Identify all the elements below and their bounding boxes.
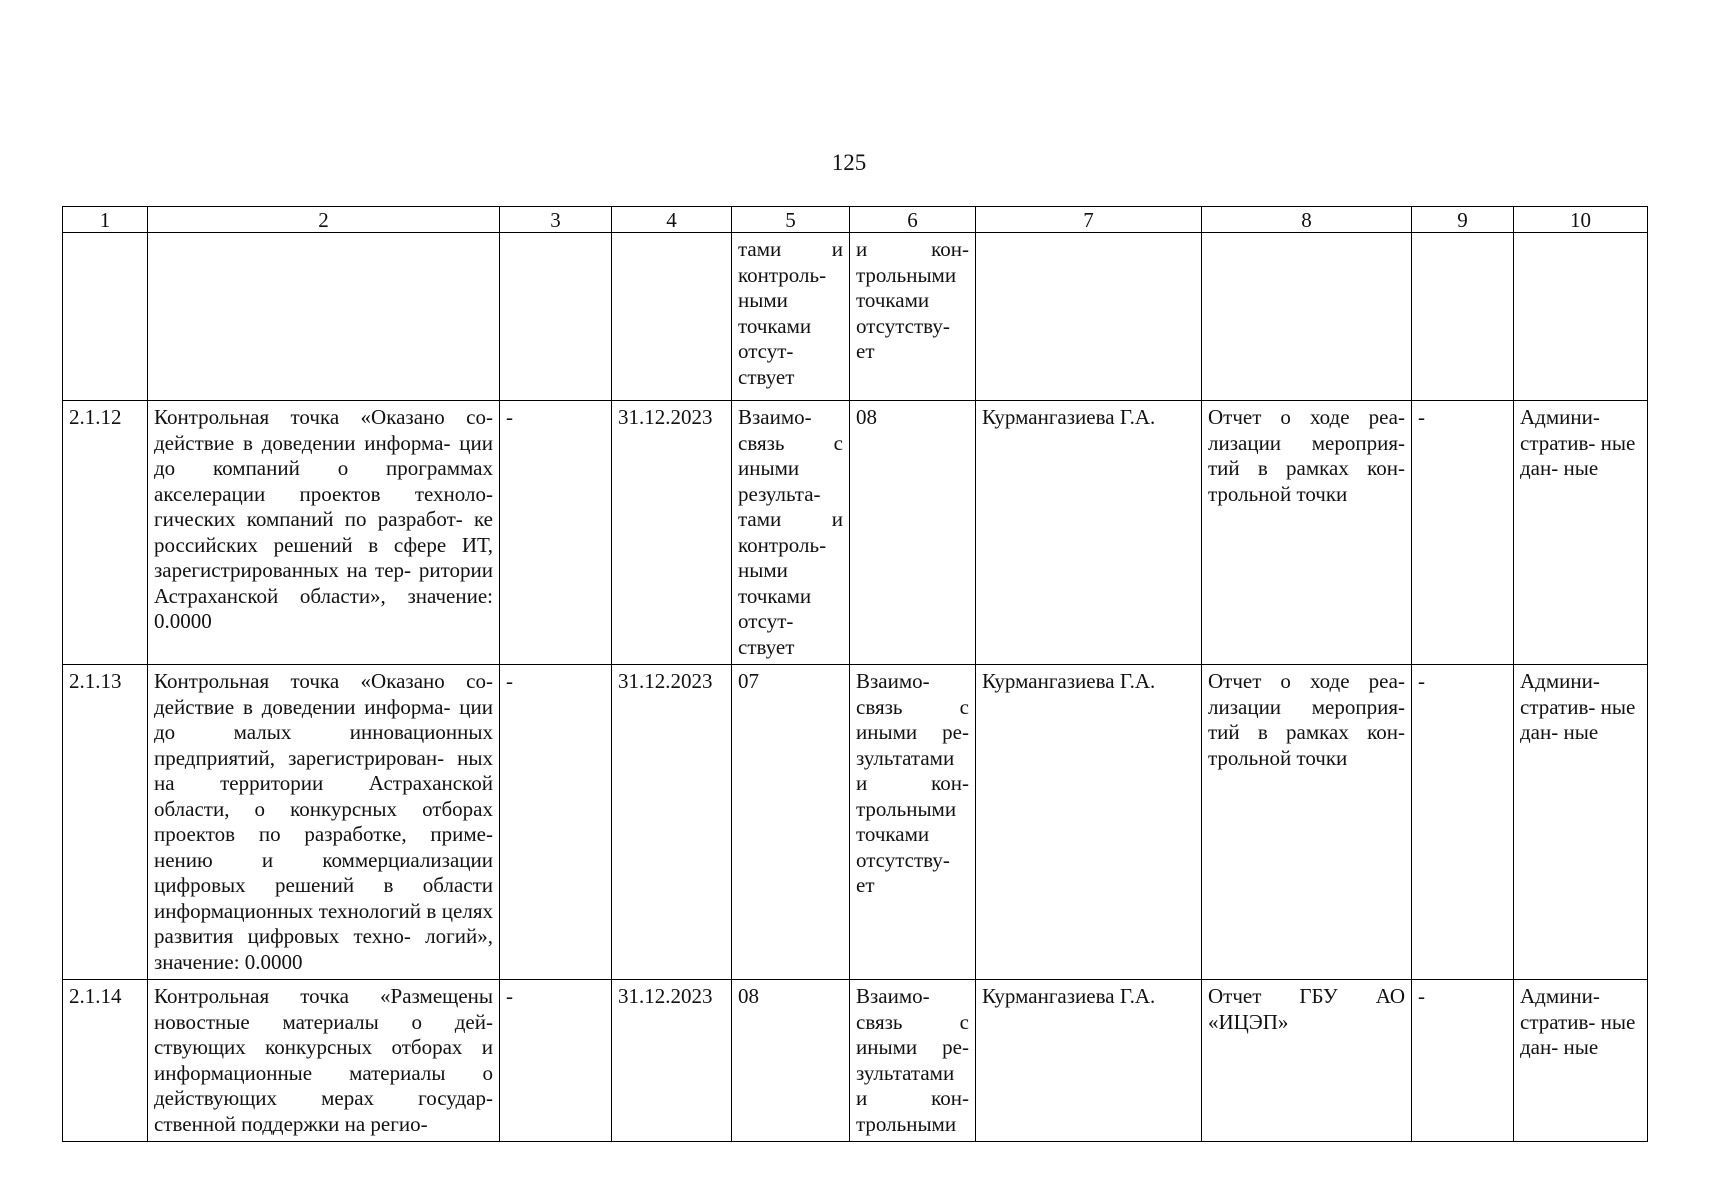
header-row (63, 207, 1648, 233)
cell-col3: - (500, 665, 612, 980)
column-header: 1 (63, 207, 148, 233)
cell-col6: Взаимо- связь с иными ре- зультатами и кон- трольными (850, 980, 976, 1142)
column-header: 8 (1202, 207, 1412, 233)
cell-document: Отчет ГБУ АО «ИЦЭП» (1202, 980, 1412, 1142)
cell-col9: - (1412, 401, 1514, 665)
cell-number: 2.1.12 (63, 401, 148, 665)
cell-date: 31.12.2023 (612, 401, 732, 665)
cell-responsible: Курмангазиева Г.А. (976, 665, 1202, 980)
cell-source (1514, 233, 1648, 401)
column-header: 7 (976, 207, 1202, 233)
column-header: 6 (850, 207, 976, 233)
cell-col5: 08 (732, 980, 850, 1142)
cell-col3: - (500, 980, 612, 1142)
column-header: 5 (732, 207, 850, 233)
cell-col9: - (1412, 980, 1514, 1142)
cell-col9 (1412, 233, 1514, 401)
cell-source: Админи- стратив- ные дан- ные (1514, 980, 1648, 1142)
column-header: 2 (148, 207, 500, 233)
cell-col5: 07 (732, 665, 850, 980)
table-row (63, 980, 1648, 1142)
column-header: 9 (1412, 207, 1514, 233)
cell-document (1202, 233, 1412, 401)
cell-col5: тами и контроль- ными точками отсут- ствует (732, 233, 850, 401)
cell-name: Контрольная точка «Оказано со- действие в доведении информа- ции до компаний о программах акселерации проектов техноло- гических компаний по разработ- ке российских решений в сфере ИТ, зарегистрированных на тер- ритории Астраханской области», значение: 0.0000 (148, 401, 500, 665)
cell-col6: 08 (850, 401, 976, 665)
column-header: 10 (1514, 207, 1648, 233)
data-table (62, 206, 1648, 1142)
cell-name (148, 233, 500, 401)
cell-col3 (500, 233, 612, 401)
cell-responsible: Курмангазиева Г.А. (976, 401, 1202, 665)
table-row (63, 401, 1648, 665)
cell-number: 2.1.14 (63, 980, 148, 1142)
cell-date: 31.12.2023 (612, 665, 732, 980)
cell-document: Отчет о ходе реа- лизации мероприя- тий в рамках кон- трольной точки (1202, 665, 1412, 980)
page-number: 125 (831, 150, 867, 175)
cell-responsible (976, 233, 1202, 401)
table-row (63, 665, 1648, 980)
cell-name: Контрольная точка «Оказано со- действие в доведении информа- ции до малых инновационных предприятий, зарегистрирован- ных на территории Астраханской области, о конкурсных отборах проектов по разработке, приме- нению и коммерциализации цифровых решений в области информационных технологий в целях развития цифровых техно- логий», значение: 0.0000 (148, 665, 500, 980)
column-header: 3 (500, 207, 612, 233)
cell-date (612, 233, 732, 401)
cell-col3: - (500, 401, 612, 665)
cell-name: Контрольная точка «Размещены новостные материалы о дей- ствующих конкурсных отборах и информационные материалы о действующих мерах государ- ственной поддержки на регио- (148, 980, 500, 1142)
table-row (63, 233, 1648, 401)
cell-source: Админи- стратив- ные дан- ные (1514, 665, 1648, 980)
cell-col6: Взаимо- связь с иными ре- зультатами и кон- трольными точками отсутству- ет (850, 665, 976, 980)
cell-col6: и кон- трольными точками отсутству- ет (850, 233, 976, 401)
cell-col5: Взаимо- связь с иными результа- тами и контроль- ными точками отсут- ствует (732, 401, 850, 665)
cell-number: 2.1.13 (63, 665, 148, 980)
cell-number (63, 233, 148, 401)
cell-date: 31.12.2023 (612, 980, 732, 1142)
cell-source: Админи- стратив- ные дан- ные (1514, 401, 1648, 665)
cell-responsible: Курмангазиева Г.А. (976, 980, 1202, 1142)
cell-document: Отчет о ходе реа- лизации мероприя- тий в рамках кон- трольной точки (1202, 401, 1412, 665)
cell-col9: - (1412, 665, 1514, 980)
column-header: 4 (612, 207, 732, 233)
